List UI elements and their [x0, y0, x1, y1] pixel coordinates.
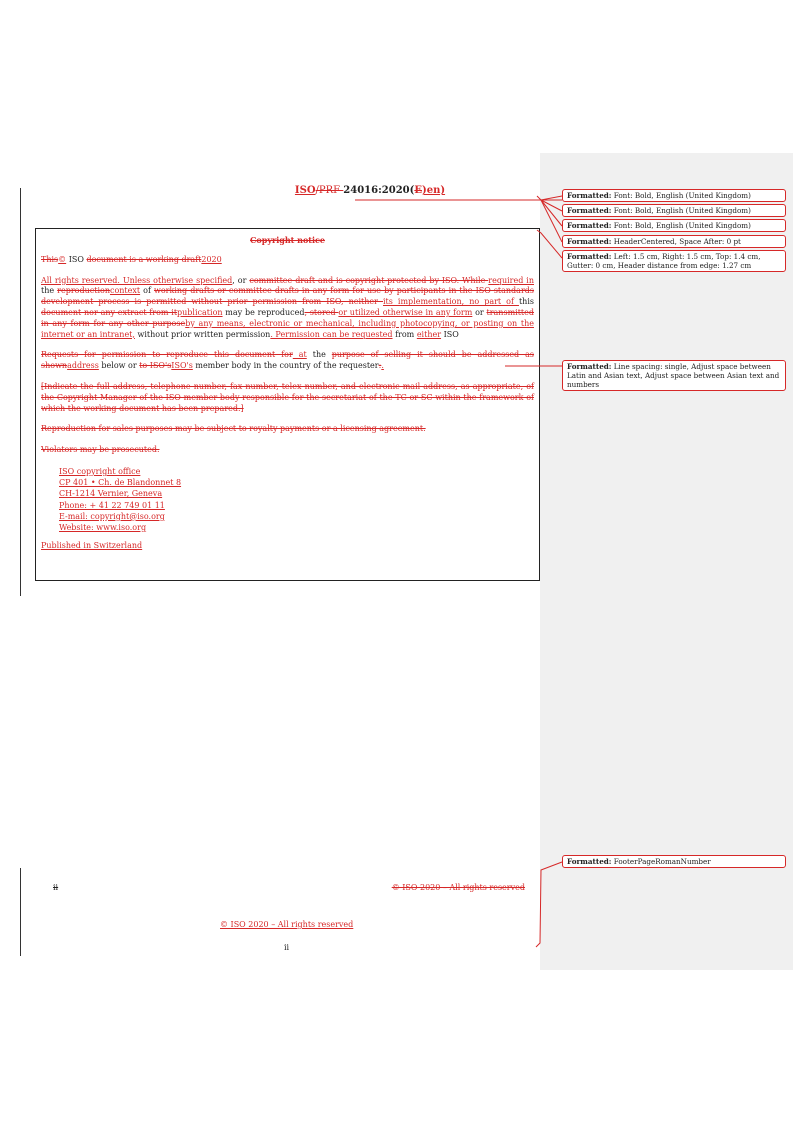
balloon-text: Font: Bold, English (United Kingdom) — [611, 221, 751, 230]
format-balloon[interactable] — [562, 855, 786, 868]
balloon-text: Left: 1.5 cm, Right: 1.5 cm, Top: 1.4 cm, Gutter: 0 cm, Header distance from edge: 1.27 cm — [567, 252, 761, 270]
inserted-text: by any means, electronic or mechanical, including photocopying, or posting on the internet or an intranet, — [41, 318, 534, 339]
inserted-text: ISO's — [171, 361, 193, 371]
balloon-label: Formatted: — [567, 221, 612, 230]
deleted-text: transmitted in any form for any other purpose — [41, 307, 534, 328]
text: from — [392, 329, 417, 339]
published-in: Published in Switzerland — [41, 541, 143, 551]
format-balloon[interactable] — [562, 219, 786, 232]
balloon-label: Formatted: — [567, 206, 612, 215]
inserted-text: either — [416, 329, 442, 339]
address-line: ISO copyright office — [59, 466, 141, 476]
format-balloon[interactable] — [562, 235, 786, 248]
header-prf-deleted: /PRF — [315, 185, 344, 196]
format-balloon[interactable] — [562, 250, 786, 272]
deleted-text: Requests for permission to reproduce this document for — [41, 350, 293, 360]
address-line: CP 401 • Ch. de Blandonnet 8 — [59, 478, 182, 488]
balloon-text: HeaderCentered, Space After: 0 pt — [611, 237, 741, 246]
notice-paragraph-2 — [41, 276, 534, 341]
inserted-text: its implementation, no part of — [382, 297, 519, 307]
deleted-page-number: ii — [53, 883, 59, 892]
balloon-text: FooterPageRomanNumber — [611, 857, 711, 866]
inserted-text: publication — [177, 307, 223, 317]
deleted-text: working drafts or committee drafts in any form for use by participants in the ISO standards development process is permitted without prior permission from ISO, neither — [41, 286, 535, 307]
deleted-text: to ISO's — [139, 361, 172, 371]
header-number: 24016:2020( — [343, 185, 415, 196]
notice-paragraph-5: Reproduction for sales purposes may be subject to royalty payments or a licensing agreement. — [41, 424, 426, 434]
deleted-text: purpose of selling it should be addressed as shown — [41, 350, 535, 371]
deleted-text: reproduction — [57, 286, 110, 296]
change-bar-top — [20, 188, 21, 596]
website-link[interactable]: Website: www.iso.org — [59, 522, 147, 532]
notice-title: Copyright notice — [250, 235, 325, 245]
text: may be reproduced — [222, 307, 305, 317]
text: of — [140, 286, 154, 296]
address-block — [59, 466, 534, 533]
format-balloon[interactable] — [562, 189, 786, 202]
notice-paragraph-3 — [41, 350, 534, 372]
inserted-text: required in — [488, 275, 534, 285]
inserted-text: © — [58, 254, 67, 264]
notice-paragraph-4: [Indicate the full address, telephone number, fax number, telex number, and electronic mail address, as appropriate, of the Copyright Manager of the ISO member body responsible for the secretariat of the TC or SC within the framework of which the working document has been prepared.] — [41, 381, 534, 413]
text: or — [472, 307, 487, 317]
deleted-text: : — [378, 361, 382, 371]
text: , or — [232, 275, 250, 285]
balloon-label: Formatted: — [567, 237, 612, 246]
footer-copyright: © ISO 2020 – All rights reserved — [220, 920, 354, 929]
deleted-footer-copyright: © ISO 2020 – All rights reserved — [391, 883, 525, 892]
balloon-label: Formatted: — [567, 857, 612, 866]
format-balloon[interactable] — [562, 204, 786, 217]
balloon-label: Formatted: — [567, 252, 612, 261]
text: the — [41, 286, 58, 296]
inserted-text: or utilized otherwise in any form — [338, 307, 473, 317]
text: ISO — [66, 254, 87, 264]
email-link[interactable]: E-mail: copyright@iso.org — [59, 511, 165, 521]
inserted-text: at — [292, 350, 307, 360]
deleted-text: document nor any extract from it — [41, 307, 178, 317]
header-lang-inserted: )en) — [421, 185, 446, 196]
text: the — [306, 350, 332, 360]
change-bar-bottom — [20, 868, 21, 956]
text: below or — [98, 361, 140, 371]
balloon-text: Font: Bold, English (United Kingdom) — [611, 191, 751, 200]
document-header — [200, 185, 540, 196]
text: member body in the country of the requester — [192, 361, 379, 371]
inserted-text: . — [381, 361, 384, 371]
inserted-text: context — [109, 286, 141, 296]
deleted-text: committee draft and is copyright-protected by ISO. While — [249, 275, 489, 285]
notice-paragraph-1 — [41, 255, 534, 266]
deleted-text: This — [41, 254, 59, 264]
footer-page-number: ii — [284, 943, 290, 952]
header-lang-deleted: E — [414, 185, 422, 196]
text: this — [518, 297, 534, 307]
markup-pane — [540, 153, 793, 970]
balloon-text: Font: Bold, English (United Kingdom) — [611, 206, 751, 215]
balloon-label: Formatted: — [567, 362, 612, 371]
inserted-text: address — [67, 361, 99, 371]
inserted-text: . Permission can be requested — [270, 329, 393, 339]
text: without prior written permission — [134, 329, 271, 339]
inserted-text: All rights reserved. Unless otherwise specified — [41, 275, 233, 285]
inserted-text: 2020 — [201, 254, 222, 264]
deleted-text: document is a working draft — [86, 254, 202, 264]
notice-paragraph-6: Violators may be prosecuted. — [41, 445, 160, 455]
balloon-label: Formatted: — [567, 191, 612, 200]
format-balloon[interactable] — [562, 360, 786, 391]
header-iso: ISO — [294, 185, 316, 196]
balloon-text: Line spacing: single, Adjust space between Latin and Asian text, Adjust space between Asian text and numbers — [567, 362, 780, 389]
deleted-text: , stored — [304, 307, 339, 317]
text: ISO — [441, 329, 459, 339]
copyright-notice-box — [35, 228, 540, 581]
address-line: Phone: + 41 22 749 01 11 — [59, 500, 165, 510]
address-line: CH-1214 Vernier, Geneva — [59, 489, 163, 499]
